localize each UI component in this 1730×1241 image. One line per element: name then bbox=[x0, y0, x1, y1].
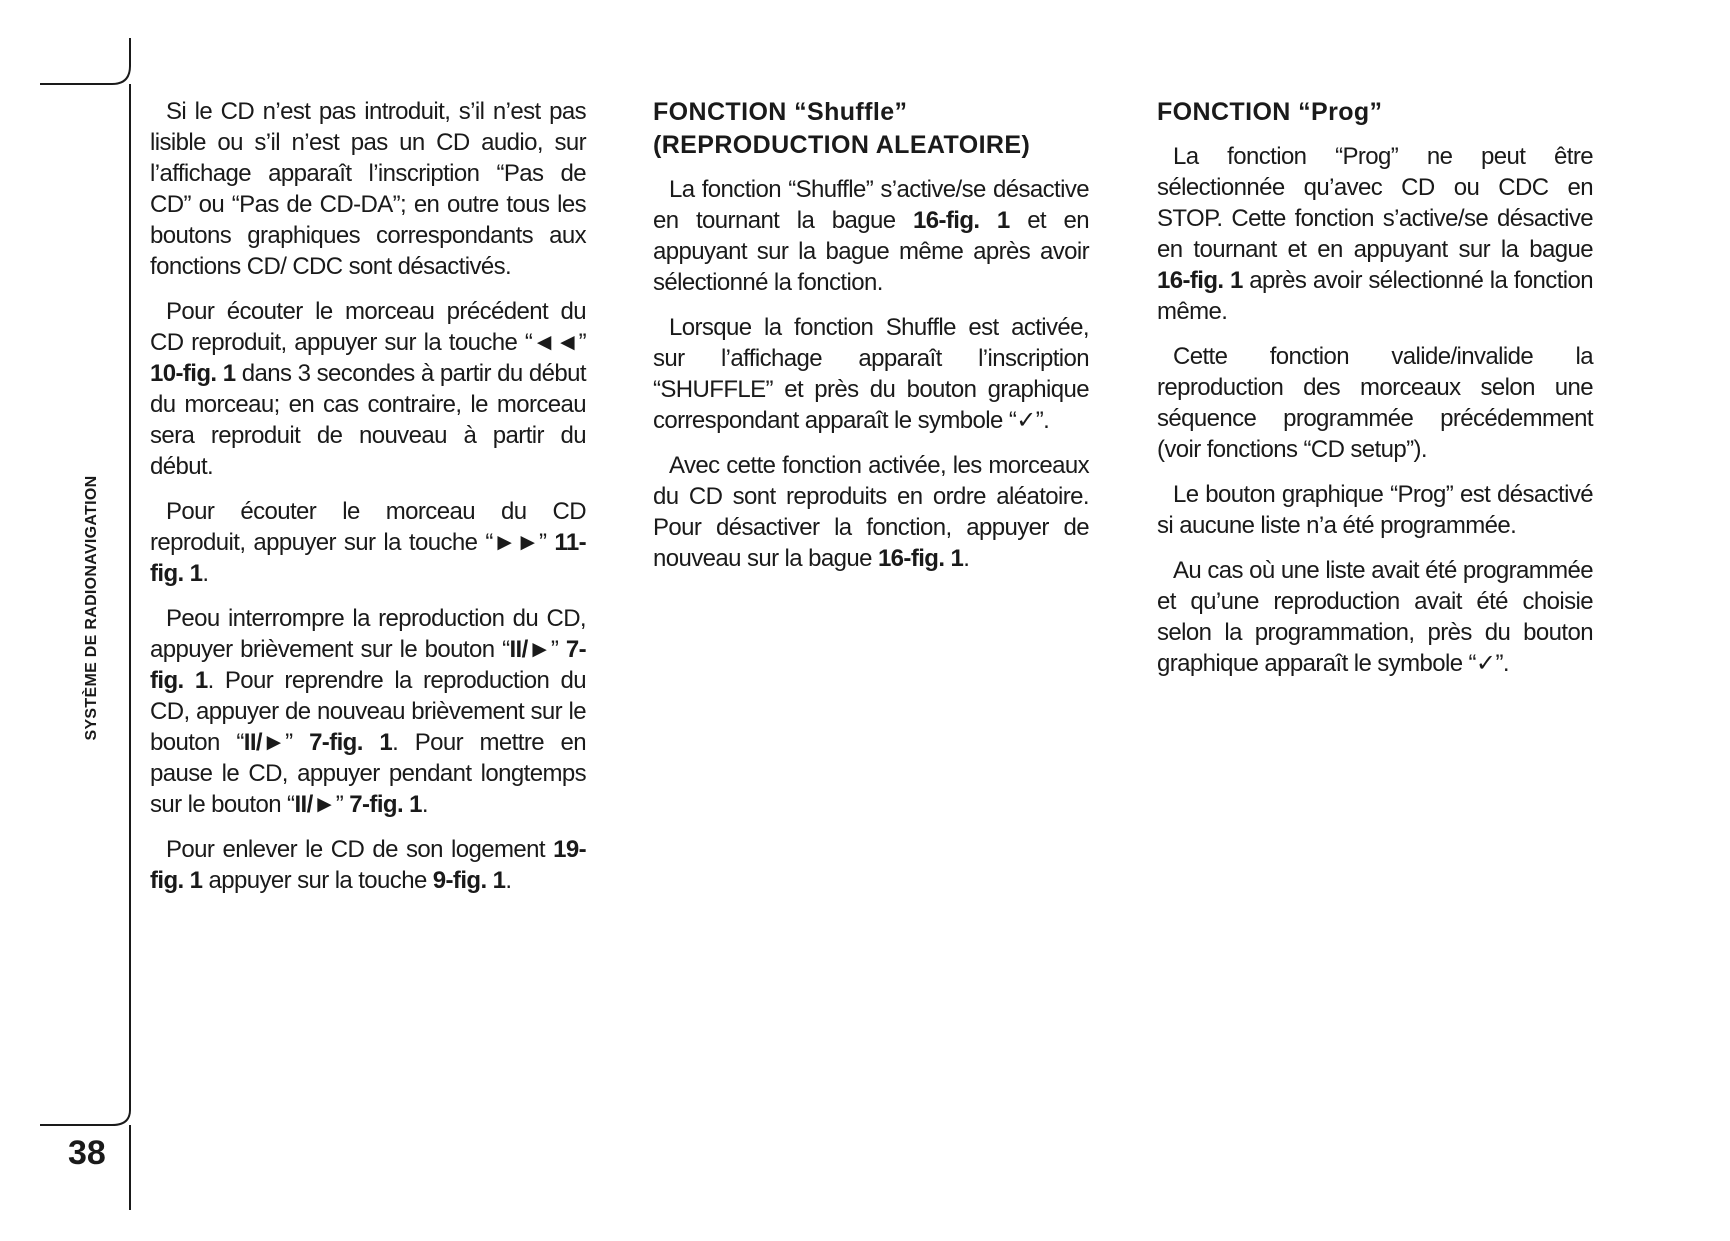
play-pause-symbol: II/► bbox=[509, 636, 551, 663]
paragraph: Pour écouter le morceau du CD reproduit, appuyer sur la touche “►►” 11-fig. 1. bbox=[150, 498, 586, 587]
column-3 bbox=[1157, 96, 1593, 693]
paragraph: Pour écouter le morceau précédent du CD reproduit, appuyer sur la touche “◄◄” 10-fig. 1 dans 3 secondes à partir du début du morceau; en cas contraire, le morceau sera reproduit de nouveau à partir du début. bbox=[150, 298, 586, 480]
figure-reference: 11-fig. 1 bbox=[150, 529, 586, 587]
column-1 bbox=[150, 96, 586, 910]
page-number: 38 bbox=[68, 1134, 106, 1172]
paragraph: Le bouton graphique “Prog” est désactivé si aucune liste n’a été programmée. bbox=[1157, 481, 1593, 539]
play-pause-symbol: II/► bbox=[294, 791, 336, 818]
figure-reference: 7-fig. 1 bbox=[309, 729, 393, 756]
column-2 bbox=[653, 96, 1089, 588]
section-heading: FONCTION “Prog” bbox=[1157, 98, 1383, 126]
figure-reference: 7-fig. 1 bbox=[150, 636, 586, 694]
paragraph: Cette fonction valide/invalide la reproduction des morceaux selon une séquence programmée précédemment (voir fonctions “CD setup”). bbox=[1157, 343, 1593, 463]
figure-reference: 10-fig. 1 bbox=[150, 360, 236, 387]
paragraph: La fonction “Shuffle” s’active/se désactive en tournant la bague 16-fig. 1 et en appuyant sur la bague même après avoir sélectionné la fonction. bbox=[653, 176, 1089, 296]
figure-reference: 19-fig. 1 bbox=[150, 836, 586, 894]
section-heading: FONCTION “Shuffle” (REPRODUCTION ALEATOIRE) bbox=[653, 98, 1031, 159]
figure-reference: 16-fig. 1 bbox=[1157, 267, 1243, 294]
paragraph: Lorsque la fonction Shuffle est activée, sur l’affichage apparaît l’inscription “SHUFFLE” et près du bouton graphique correspondant apparaît le symbole “✓”. bbox=[653, 314, 1089, 434]
figure-reference: 7-fig. 1 bbox=[349, 791, 422, 818]
figure-reference: 9-fig. 1 bbox=[432, 867, 506, 894]
margin-bracket-line bbox=[0, 0, 140, 1241]
figure-reference: 16-fig. 1 bbox=[912, 207, 1010, 234]
paragraph: Pour enlever le CD de son logement 19-fig. 1 appuyer sur la touche 9-fig. 1. bbox=[150, 836, 586, 894]
figure-reference: 16-fig. 1 bbox=[877, 545, 964, 572]
paragraph: Avec cette fonction activée, les morceaux du CD sont reproduits en ordre aléatoire. Pour désactiver la fonction, appuyer de nouveau sur la bague 16-fig. 1. bbox=[653, 452, 1089, 572]
paragraph: Au cas où une liste avait été programmée et qu’une reproduction avait été choisie selon la programmation, près du bouton graphique apparaît le symbole “✓”. bbox=[1157, 557, 1593, 677]
paragraph: Peou interrompre la reproduction du CD, appuyer brièvement sur le bouton “II/►” 7-fig. 1. Pour reprendre la reproduction du CD, appuyer de nouveau brièvement sur le bouton “II/►” 7-fig. 1. Pour mettre en pause le CD, appuyer pendant longtemps sur le bouton “II/►” 7-fig. 1. bbox=[150, 605, 586, 818]
paragraph: La fonction “Prog” ne peut être sélectionnée qu’avec CD ou CDC en STOP. Cette fonction s’active/se désactive en tournant et en appuyant sur la bague 16-fig. 1 après avoir sélectionné la fonction même. bbox=[1157, 143, 1593, 325]
section-title-vertical: SYSTÈME DE RADIONAVIGATION bbox=[83, 475, 100, 741]
play-pause-symbol: II/► bbox=[243, 729, 286, 756]
paragraph: Si le CD n’est pas introduit, s’il n’est pas lisible ou s’il n’est pas un CD audio, sur l’affichage apparaît l’inscription “Pas de CD” ou “Pas de CD-DA”; en outre tous les boutons graphiques correspondants aux fonctions CD/ CDC sont désactivés. bbox=[150, 98, 586, 280]
